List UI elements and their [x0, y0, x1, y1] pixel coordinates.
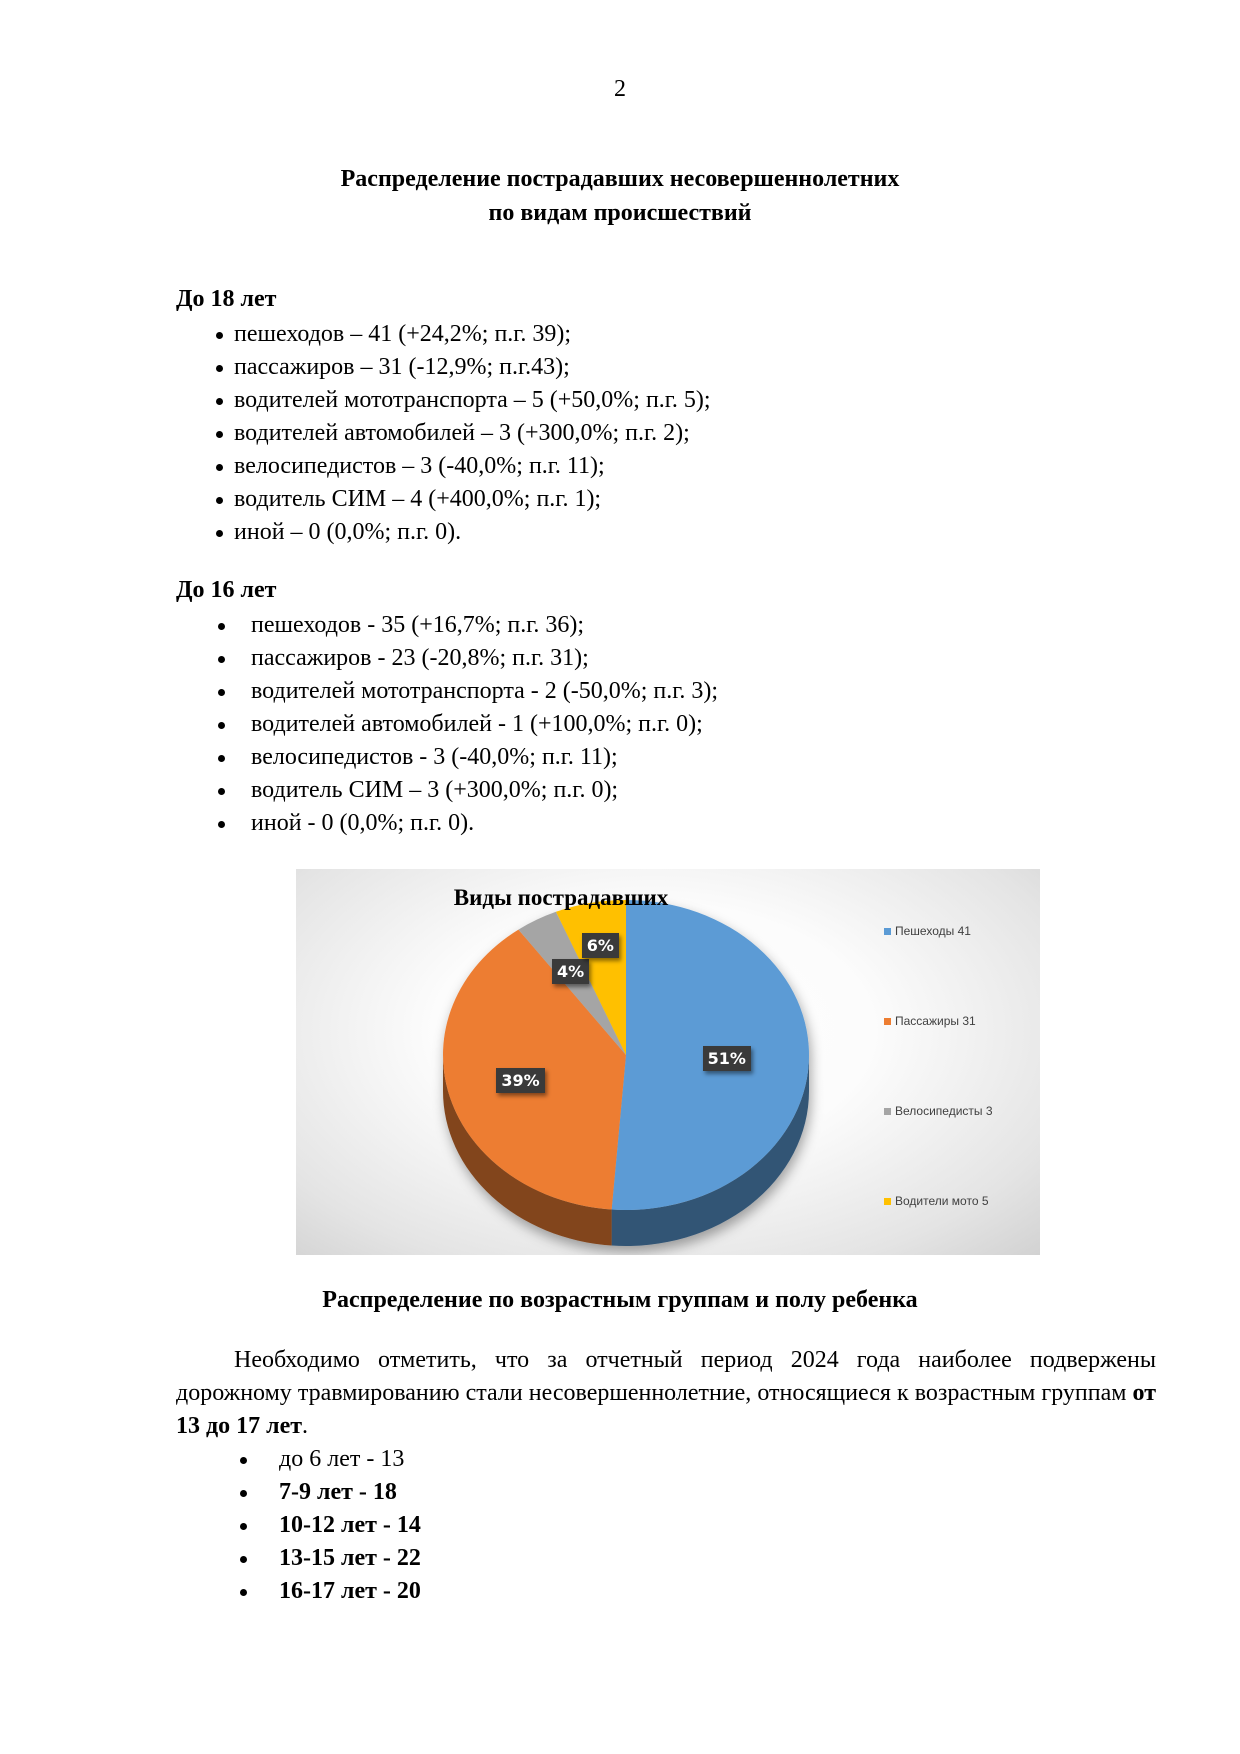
- pie-data-label: 39%: [496, 1068, 544, 1093]
- paragraph-text: Необходимо отметить, что за отчетный период 2024 года наиболее подвержены дорожному травмированию стали несовершеннолетние, относящиеся к возрастным группам: [176, 1347, 1156, 1406]
- legend-swatch: [884, 1198, 891, 1205]
- bullet-icon: [216, 332, 223, 339]
- list-item-text: велосипедистов – 3 (-40,0%; п.г. 11);: [234, 453, 605, 479]
- list-item-text: пешеходов - 35 (+16,7%; п.г. 36);: [251, 612, 585, 638]
- list-item: [214, 609, 718, 642]
- list-item-text: иной - 0 (0,0%; п.г. 0).: [251, 810, 475, 836]
- section-heading-under-16: До 16 лет: [176, 577, 277, 603]
- bullet-icon: [218, 788, 225, 795]
- legend-label: Водители мото 5: [895, 1194, 989, 1208]
- page-title-line-2: по видам происшествий: [488, 200, 752, 226]
- bullet-icon: [216, 530, 223, 537]
- list-item: [214, 516, 711, 549]
- list-item: [214, 675, 718, 708]
- page-title-line-1: Распределение пострадавших несовершеннолетних: [340, 166, 900, 192]
- legend-item: [884, 1014, 976, 1028]
- list-item: [214, 642, 718, 675]
- list-item: [214, 741, 718, 774]
- list-item-text: водителей автомобилей - 1 (+100,0%; п.г. 0);: [251, 711, 703, 737]
- bullet-icon: [218, 755, 225, 762]
- list-item: [238, 1575, 421, 1608]
- bullet-icon: [218, 722, 225, 729]
- legend-swatch: [884, 1108, 891, 1115]
- list-item-text: водителей мототранспорта - 2 (-50,0%; п.г. 3);: [251, 678, 719, 704]
- chart-title: Виды пострадавших: [453, 885, 669, 910]
- list-item: [238, 1476, 421, 1509]
- bullet-icon: [216, 464, 223, 471]
- bullet-icon: [240, 1523, 247, 1530]
- legend-item: [884, 1194, 989, 1208]
- list-item-text: водителей мототранспорта – 5 (+50,0%; п.г. 5);: [234, 387, 711, 413]
- list-item-text: пешеходов – 41 (+24,2%; п.г. 39);: [234, 321, 572, 347]
- list-item-text: 10-12 лет - 14: [279, 1512, 421, 1538]
- list-item: [214, 318, 711, 351]
- legend-item: [884, 924, 971, 938]
- pie-data-label: 4%: [552, 959, 589, 984]
- legend-item: [884, 1104, 993, 1118]
- list-item: [238, 1443, 421, 1476]
- legend-swatch: [884, 1018, 891, 1025]
- bullet-icon: [240, 1490, 247, 1497]
- bullet-icon: [218, 689, 225, 696]
- list-item-text: пассажиров – 31 (-12,9%; п.г.43);: [234, 354, 570, 380]
- list-item: [214, 351, 711, 384]
- list-item-text: водитель СИМ – 3 (+300,0%; п.г. 0);: [251, 777, 619, 803]
- list-item: [214, 774, 718, 807]
- bullet-icon: [216, 398, 223, 405]
- paragraph-end: .: [302, 1413, 309, 1439]
- list-item: [214, 708, 718, 741]
- page-title: [170, 162, 1070, 230]
- age-group-list: [238, 1443, 421, 1608]
- list-item-text: иной – 0 (0,0%; п.г. 0).: [234, 519, 462, 545]
- list-item: [214, 417, 711, 450]
- bullet-icon: [240, 1457, 247, 1464]
- section-subtitle: Распределение по возрастным группам и полу ребенка: [322, 1287, 918, 1313]
- legend-label: Пассажиры 31: [895, 1014, 976, 1028]
- bullet-icon: [240, 1556, 247, 1563]
- legend-swatch: [884, 928, 891, 935]
- list-under-16: [214, 609, 718, 840]
- paragraph: [176, 1344, 1156, 1443]
- bullet-icon: [218, 623, 225, 630]
- list-under-18: [214, 318, 711, 549]
- pie-data-label: 51%: [703, 1046, 751, 1071]
- list-item: [214, 807, 718, 840]
- list-item-text: водителей автомобилей – 3 (+300,0%; п.г. 2);: [234, 420, 690, 446]
- list-item: [214, 384, 711, 417]
- list-item: [214, 483, 711, 516]
- list-item-text: 16-17 лет - 20: [279, 1578, 421, 1604]
- bullet-icon: [218, 821, 225, 828]
- list-item: [214, 450, 711, 483]
- list-item: [238, 1542, 421, 1575]
- paragraph-bold: от 13 до 17 лет: [176, 1380, 1156, 1439]
- bullet-icon: [216, 431, 223, 438]
- list-item-text: 7-9 лет - 18: [279, 1479, 397, 1505]
- bullet-icon: [216, 497, 223, 504]
- list-item-text: водитель СИМ – 4 (+400,0%; п.г. 1);: [234, 486, 602, 512]
- section-heading-under-18: До 18 лет: [176, 286, 277, 312]
- list-item-text: 13-15 лет - 22: [279, 1545, 421, 1571]
- bullet-icon: [240, 1589, 247, 1596]
- list-item-text: велосипедистов - 3 (-40,0%; п.г. 11);: [251, 744, 618, 770]
- list-item-text: пассажиров - 23 (-20,8%; п.г. 31);: [251, 645, 589, 671]
- bullet-icon: [216, 365, 223, 372]
- pie-data-label: 6%: [582, 933, 619, 958]
- bullet-icon: [218, 656, 225, 663]
- legend-label: Велосипедисты 3: [895, 1104, 993, 1118]
- pie-chart: [296, 869, 1040, 1255]
- legend-label: Пешеходы 41: [895, 924, 971, 938]
- list-item: [238, 1509, 421, 1542]
- page-number: 2: [614, 76, 626, 102]
- list-item-text: до 6 лет - 13: [279, 1446, 405, 1472]
